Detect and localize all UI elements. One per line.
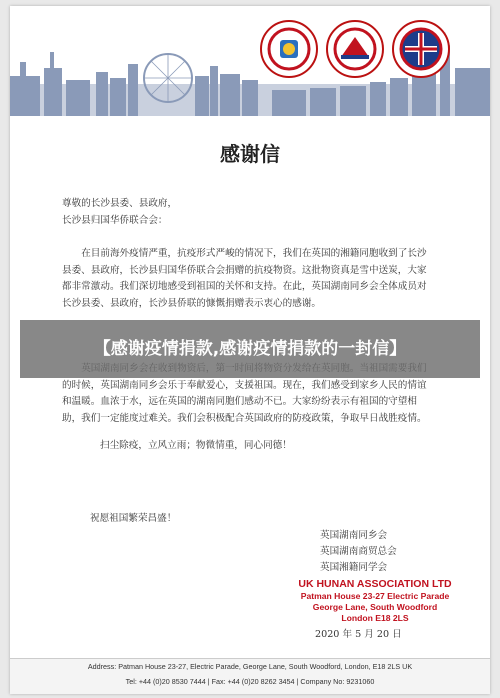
footer-contacts: Tel: +44 (0)20 8530 7444 | Fax: +44 (0)20 8262 3454 | Company No: 9231060: [125, 677, 375, 686]
english-stamp: [275, 578, 475, 624]
greeting-line-1: 尊敬的长沙县委、县政府，: [62, 198, 178, 209]
closing-wish: 祝愿祖国繁荣昌盛！: [90, 513, 177, 524]
letter-paragraph-3: 扫尘除疫，立风立雨；物微情重，同心同德！: [100, 440, 292, 451]
signer-student-association: 英国湘籍同学会: [320, 562, 388, 573]
english-address-line-1: Patman House 23-27 Electric Parade: [300, 591, 450, 601]
letter-paragraph-2: 的时候，英国湖南同乡会乐于奉献爱心，支援祖国。现在，我们感受到家乡人民的情谊和温暖。血浓于水，远在英国的湖南同胞们感动不已。大家纷纷表示有祖国的守望相助，我们一定能度过难关。我们会积极配合英国政府的防疫政策，争取早日战胜疫情。: [62, 379, 427, 424]
caption-overlay: [20, 320, 480, 378]
student-association-emblem: [392, 20, 450, 78]
footer-address: Address: Patman House 23-27, Electric Parade, George Lane, South Woodford, London, E18 2LS UK: [87, 662, 413, 671]
english-address-line-3: London E18 2LS: [341, 613, 409, 623]
letter-paragraph-1: 在目前海外疫情严重，抗疫形式严峻的情况下，我们在英国的湘籍同胞收到了长沙县委、县政府，长沙县归国华侨联合会捐赠的抗疫物资。这批物资真是雪中送炭，大家都非常激动。我们深切地感受到祖国的关怀和支持。在此，英国湖南同乡会全体成员对长沙县委、县政府，长沙县侨联的慷慨捐赠表示衷心的感谢。: [62, 248, 427, 309]
hunan-association-emblem: [260, 20, 318, 78]
greeting-line-2: 长沙县归国华侨联合会：: [62, 215, 168, 226]
letter-date: 2020 年 5 月 20 日: [315, 629, 402, 640]
commerce-association-emblem: [326, 20, 384, 78]
english-org-name: UK HUNAN ASSOCIATION LTD: [298, 578, 452, 590]
association-logos: [260, 20, 450, 78]
signer-hunan-association: 英国湖南同乡会: [320, 530, 388, 541]
letter-title: 感谢信: [220, 142, 280, 166]
signer-commerce-association: 英国湖南商贸总会: [320, 546, 397, 557]
letter-footer: [10, 658, 490, 694]
english-address-line-2: George Lane, South Woodford: [312, 602, 438, 612]
caption-text: 【感谢疫情捐款,感谢疫情捐款的一封信】: [93, 339, 407, 359]
